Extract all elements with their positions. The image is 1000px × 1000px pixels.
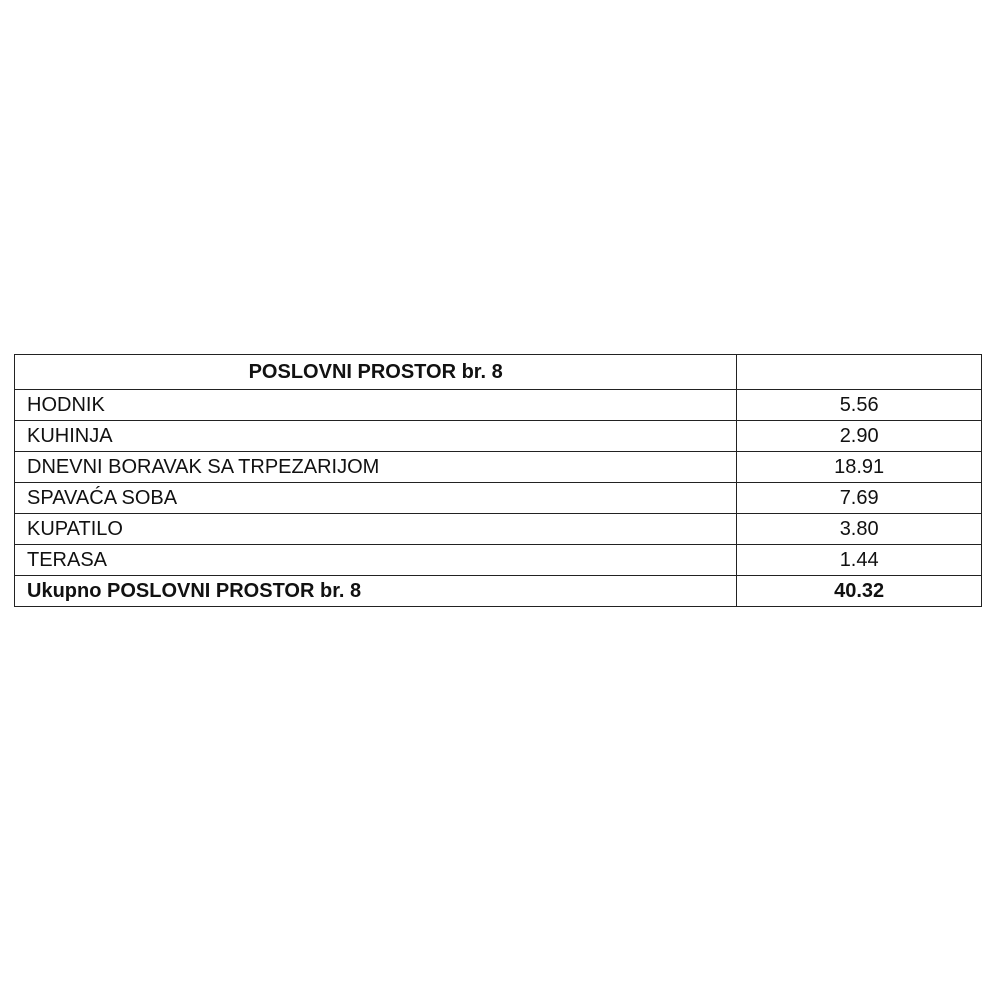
- total-label: Ukupno POSLOVNI PROSTOR br. 8: [15, 576, 737, 607]
- room-area: 1.44: [737, 545, 982, 576]
- room-name: SPAVAĆA SOBA: [15, 483, 737, 514]
- room-name: HODNIK: [15, 390, 737, 421]
- table-row: [15, 452, 982, 483]
- room-name: DNEVNI BORAVAK SA TRPEZARIJOM: [15, 452, 737, 483]
- room-name: KUPATILO: [15, 514, 737, 545]
- total-value: 40.32: [737, 576, 982, 607]
- room-name: TERASA: [15, 545, 737, 576]
- room-area-table: [14, 354, 982, 607]
- header-value-cell: [737, 355, 982, 390]
- room-area: 2.90: [737, 421, 982, 452]
- table-row: [15, 421, 982, 452]
- room-area: 3.80: [737, 514, 982, 545]
- room-area: 18.91: [737, 452, 982, 483]
- table-header-row: [15, 355, 982, 390]
- table-row: [15, 545, 982, 576]
- table-title: POSLOVNI PROSTOR br. 8: [15, 355, 737, 390]
- room-area: 5.56: [737, 390, 982, 421]
- room-area: 7.69: [737, 483, 982, 514]
- room-name: KUHINJA: [15, 421, 737, 452]
- table-row: [15, 483, 982, 514]
- table-total-row: [15, 576, 982, 607]
- table-row: [15, 514, 982, 545]
- table-row: [15, 390, 982, 421]
